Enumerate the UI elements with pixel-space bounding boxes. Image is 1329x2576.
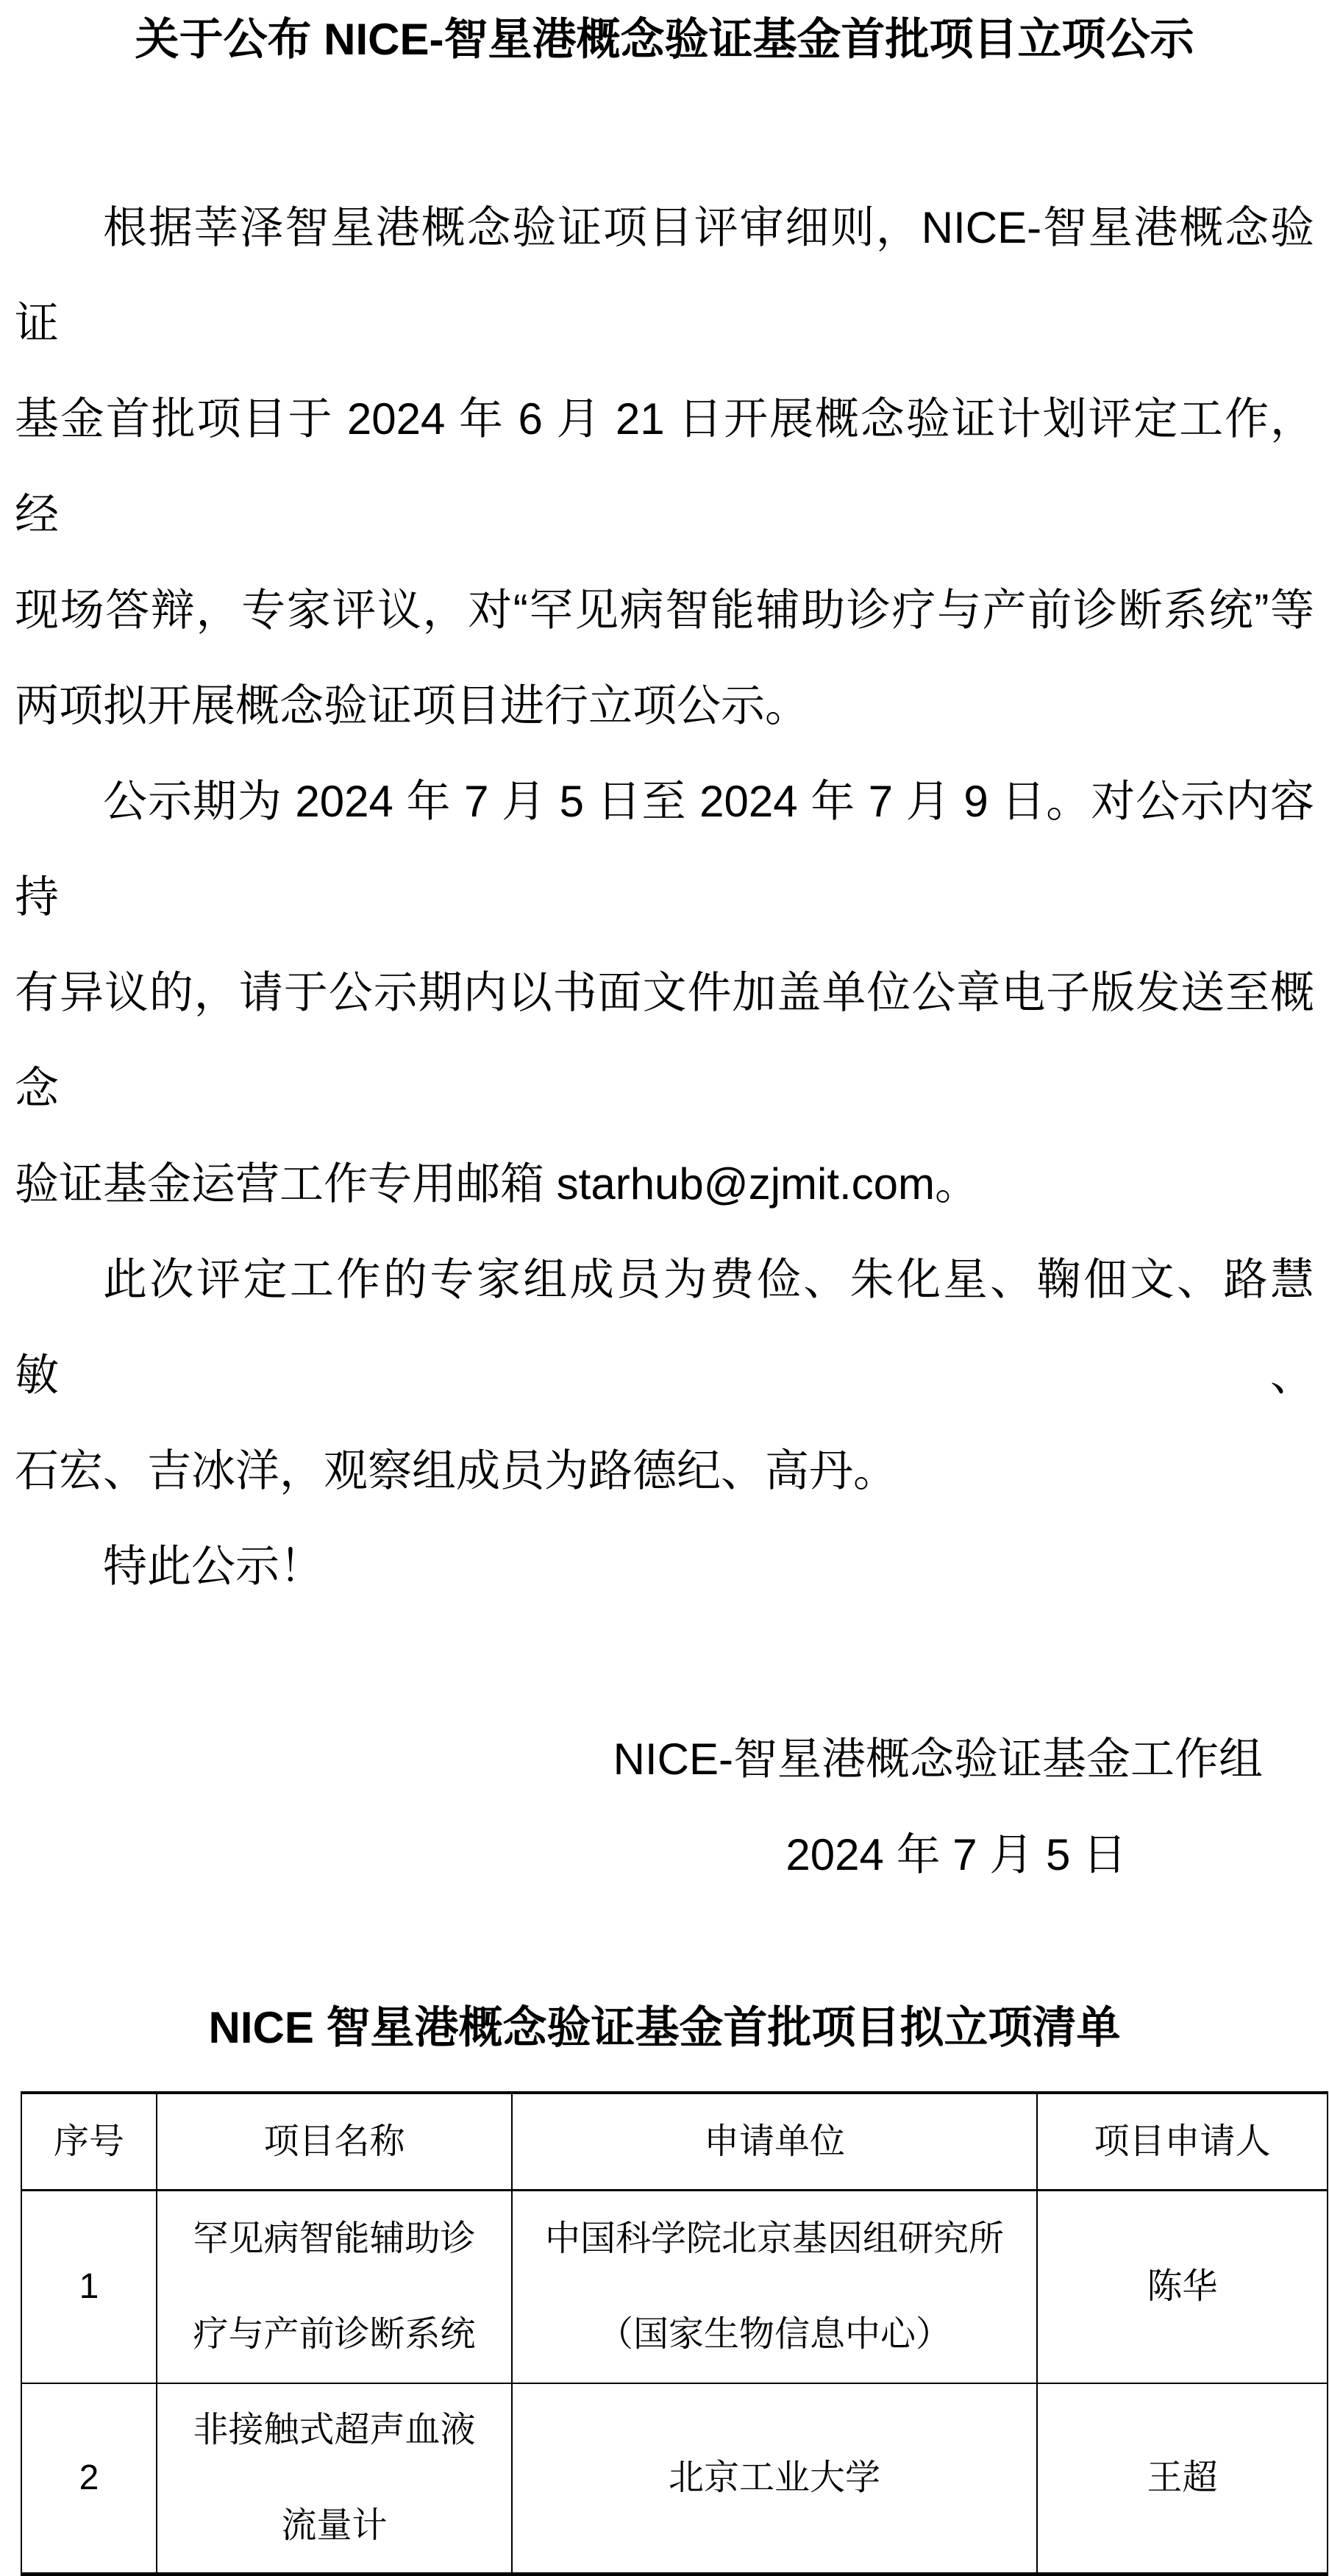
cell-project-name: [157, 2191, 513, 2383]
paragraph-line: 此次评定工作的专家组成员为费俭、朱化星、鞠佃文、路慧敏、: [15, 1255, 1314, 1400]
header-cell-applicant: [1038, 2094, 1327, 2189]
cell-text: 1: [79, 2267, 99, 2306]
project-table: [21, 2091, 1328, 2576]
paragraph-line: 有异议的，请于公示期内以书面文件加盖单位公章电子版发送至概念: [15, 968, 1314, 1113]
paragraph-line: 现场答辩，专家评议，对“罕见病智能辅助诊疗与产前诊断系统”等: [15, 586, 1314, 635]
paragraph-line: 根据莘泽智星港概念验证项目评审细则，NICE-智星港概念验证: [15, 203, 1314, 348]
table-row: [22, 2191, 1327, 2384]
header-label: 项目名称: [263, 2121, 405, 2161]
cell-text: 非接触式超声血液: [193, 2410, 476, 2449]
cell-text: 罕见病智能辅助诊: [193, 2219, 476, 2258]
header-label: 序号: [53, 2121, 124, 2161]
cell-applicant: [1038, 2384, 1327, 2572]
cell-no: [22, 2384, 157, 2572]
document-title: 关于公布 NICE-智星港概念验证基金首批项目立项公示: [135, 15, 1194, 64]
cell-text: 流量计: [281, 2506, 388, 2545]
cell-text: 疗与产前诊断系统: [193, 2315, 476, 2354]
date-line: 2024 年 7 月 5 日: [785, 1830, 1127, 1879]
paragraph-closing: [15, 1519, 1314, 1615]
paragraph-line: 验证基金运营工作专用邮箱 starhub@zjmit.com。: [15, 1159, 980, 1209]
cell-text: 2: [79, 2458, 99, 2497]
header-label: 项目申请人: [1094, 2121, 1271, 2161]
paragraph-line: 特此公示！: [103, 1542, 324, 1591]
header-label: 申请单位: [703, 2121, 845, 2161]
signature-line: NICE-智星港概念验证基金工作组: [613, 1734, 1263, 1784]
cell-text: 王超: [1147, 2458, 1218, 2497]
paragraph-line: 公示期为 2024 年 7 月 5 日至 2024 年 7 月 9 日。对公示内容持: [15, 777, 1314, 922]
table-title: NICE 智星港概念验证基金首批项目拟立项清单: [208, 2003, 1121, 2052]
table-header-row: [22, 2094, 1327, 2191]
header-cell-organization: [513, 2094, 1038, 2189]
cell-applicant: [1038, 2191, 1327, 2383]
cell-project-name: [157, 2384, 513, 2572]
cell-text: 陈华: [1147, 2267, 1218, 2306]
table-row: [22, 2384, 1327, 2572]
paragraph-line: 基金首批项目于 2024 年 6 月 21 日开展概念验证计划评定工作，经: [15, 394, 1314, 539]
paragraph-line: 石宏、吉冰洋，观察组成员为路德纪、高丹。: [15, 1446, 897, 1495]
cell-text: 北京工业大学: [668, 2458, 880, 2497]
paragraph-basis: [15, 180, 1314, 754]
paragraph-publicity-period: [15, 754, 1314, 1232]
cell-no: [22, 2191, 157, 2383]
cell-organization: [513, 2191, 1038, 2383]
header-cell-no: [22, 2094, 157, 2189]
paragraph-line: 两项拟开展概念验证项目进行立项公示。: [15, 681, 809, 730]
cell-text: 中国科学院北京基因组研究所: [544, 2219, 1004, 2258]
paragraph-experts: [15, 1232, 1314, 1519]
header-cell-project: [157, 2094, 513, 2189]
cell-organization: [513, 2384, 1038, 2572]
cell-text: （国家生物信息中心）: [597, 2315, 951, 2354]
